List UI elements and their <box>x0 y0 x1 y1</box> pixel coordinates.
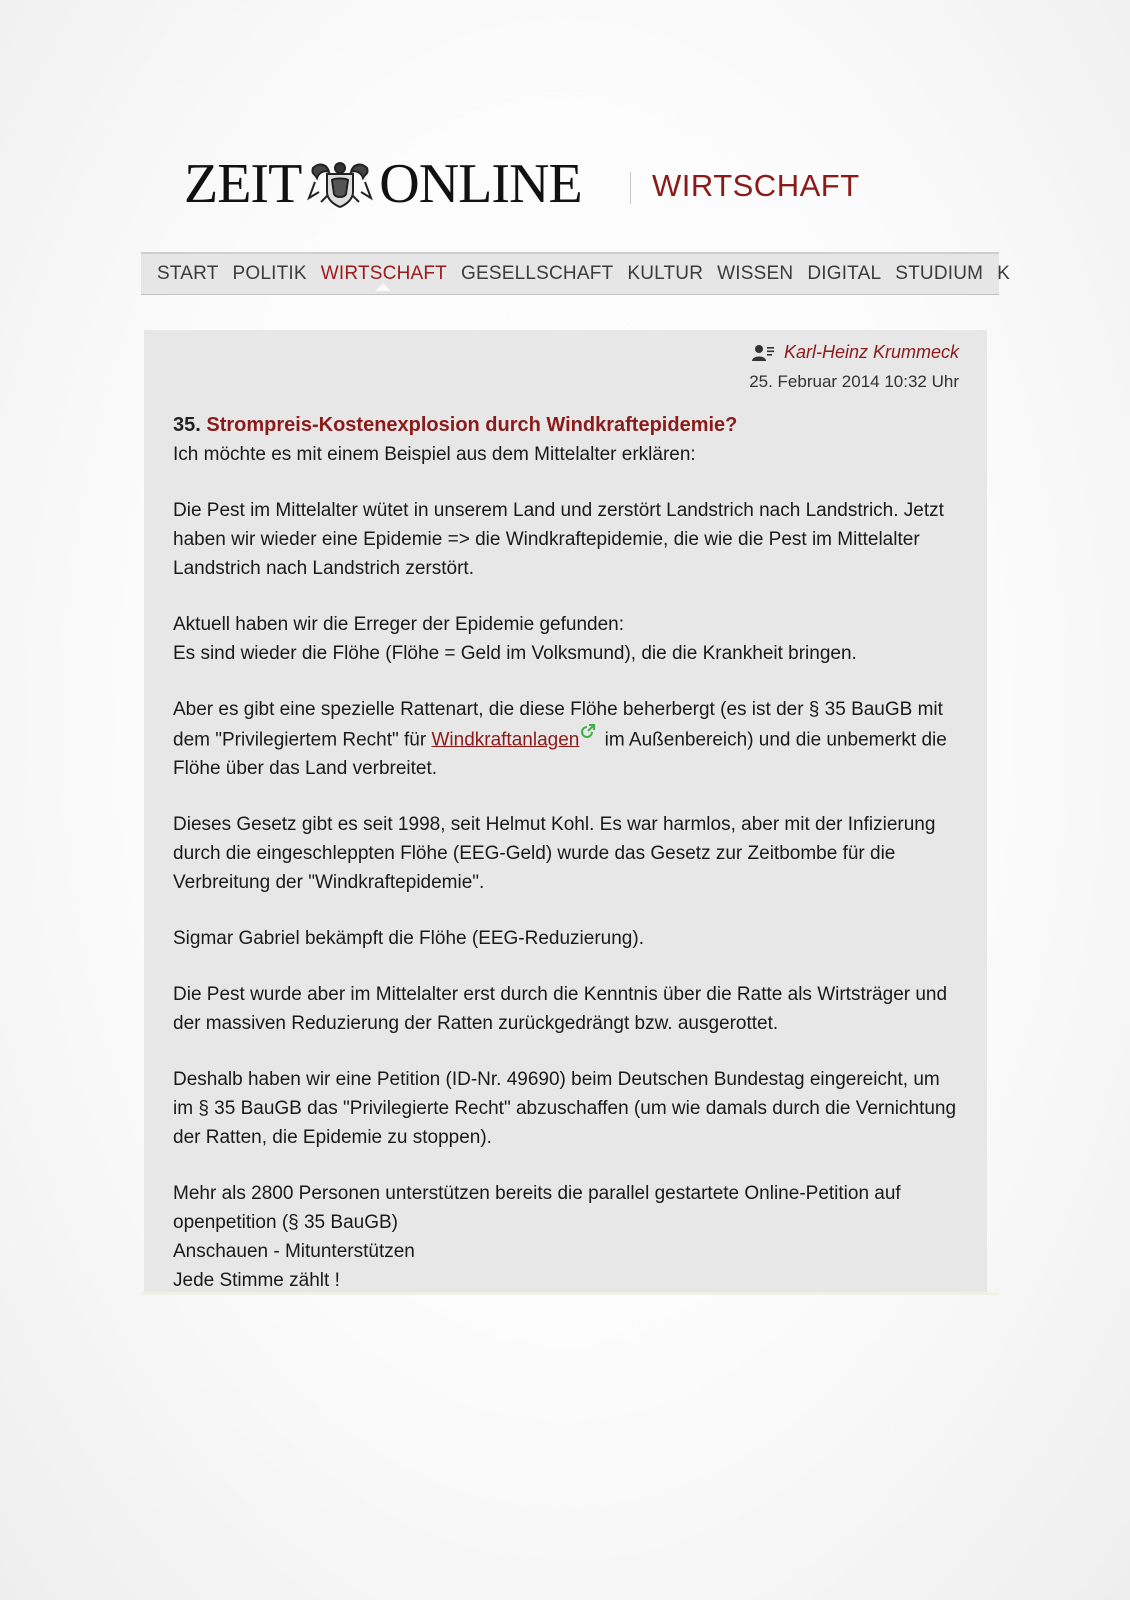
nav-item-wissen[interactable]: WISSEN <box>717 263 794 284</box>
comment-author-row <box>752 342 959 363</box>
nav-item-gesellschaft[interactable]: GESELLSCHAFT <box>461 263 614 284</box>
user-profile-icon <box>752 344 774 362</box>
zeit-online-logo[interactable] <box>184 154 582 214</box>
comment-paragraph-5: Sigmar Gabriel bekämpft die Flöhe (EEG-Reduzierung). <box>173 928 644 950</box>
logo-word-zeit: ZEIT <box>184 153 302 215</box>
reader-comment <box>144 330 987 1292</box>
paragraph-3-text-end: im Außenbereich) und die unbemerkt die Flöhe über das Land verbreitet. <box>173 729 947 780</box>
nav-item-start[interactable]: START <box>157 263 219 284</box>
comment-paragraph-2-line-1: Aktuell haben wir die Erreger der Epidemie gefunden: <box>173 614 624 635</box>
nav-item-wirtschaft[interactable]: WIRTSCHAFT <box>320 263 447 284</box>
external-link-icon <box>581 724 595 738</box>
comment-timestamp: 25. Februar 2014 10:32 Uhr <box>749 372 959 391</box>
eagle-crest-icon <box>305 158 375 210</box>
header-divider <box>630 172 631 204</box>
comment-number[interactable]: 35. <box>173 414 201 436</box>
nav-item-kultur[interactable]: KULTUR <box>627 263 704 284</box>
nav-item-politik[interactable]: POLITIK <box>232 263 307 284</box>
nav-item-studium[interactable]: STUDIUM <box>895 263 984 284</box>
comment-paragraph-8 <box>173 1179 963 1295</box>
comment-paragraph-2-line-2: Es sind wieder die Flöhe (Flöhe = Geld im Volksmund), die die Krankheit bringen. <box>173 643 857 664</box>
comment-paragraph-8-line-1: Mehr als 2800 Personen unterstützen bereits die parallel gestartete Online-Petition auf openpetition (§ 35 BauGB) <box>173 1183 901 1234</box>
nav-item-digital[interactable]: DIGITAL <box>807 263 882 284</box>
logo-word-online: ONLINE <box>379 153 582 215</box>
comment-headline: Strompreis-Kostenexplosion durch Windkraftepidemie? <box>206 414 738 436</box>
comment-paragraph-4: Dieses Gesetz gibt es seit 1998, seit Helmut Kohl. Es war harmlos, aber mit der Infizierung durch die eingeschleppten Flöhe (EEG-Geld) wurde das Gesetz zur Zeitbombe für die Verbreitung der "Windkraftepidemie". <box>173 814 936 894</box>
comment-paragraph-1: Die Pest im Mittelalter wütet in unserem Land und zerstört Landstrich nach Landstrich. Jetzt haben wir wieder eine Epidemie => die Windkraftepidemie, die wie die Pest im Mittelalter Landstrich nach Landstrich zerstört. <box>173 500 944 579</box>
comment-paragraph-7: Deshalb haben wir eine Petition (ID-Nr. 49690) beim Deutschen Bundestag eingereicht, um im § 35 BauGB das "Privilegierte Recht" abzuschaffen (um wie damals durch die Vernichtung der Ratten, die Epidemie zu stoppen). <box>173 1069 957 1149</box>
section-title[interactable]: WIRTSCHAFT <box>652 168 860 203</box>
windkraftanlagen-link[interactable]: Windkraftanlagen <box>431 729 580 751</box>
active-tab-caret <box>375 283 391 291</box>
comment-paragraph-3 <box>173 695 963 783</box>
nav-list <box>141 254 1011 294</box>
main-navigation <box>141 252 1011 295</box>
comment-paragraph-8-line-3: Jede Stimme zählt ! <box>173 1270 340 1292</box>
comment-paragraph-2 <box>173 610 963 668</box>
comment-title <box>173 410 963 440</box>
comment-paragraph-8-line-2: Anschauen - Mitunterstützen <box>173 1241 415 1263</box>
comment-paragraph-6: Die Pest wurde aber im Mittelalter erst durch die Kenntnis über die Ratte als Wirtsträger und der massiven Reduzierung der Ratten zurückgedrängt bzw. ausgerottet. <box>173 984 948 1035</box>
nav-item-k[interactable]: K <box>997 263 1011 284</box>
comment-divider <box>141 1292 999 1295</box>
comment-intro: Ich möchte es mit einem Beispiel aus dem Mittelalter erklären: <box>173 444 696 465</box>
paragraph-3-text-start: Aber es gibt eine spezielle Rattenart, die diese Flöhe beherbergt (es ist der § 35 BauGB mit dem "Privilegiertem Recht" für <box>173 699 943 751</box>
comment-author-link[interactable]: Karl-Heinz Krummeck <box>783 342 959 362</box>
comment-body <box>173 410 963 1295</box>
